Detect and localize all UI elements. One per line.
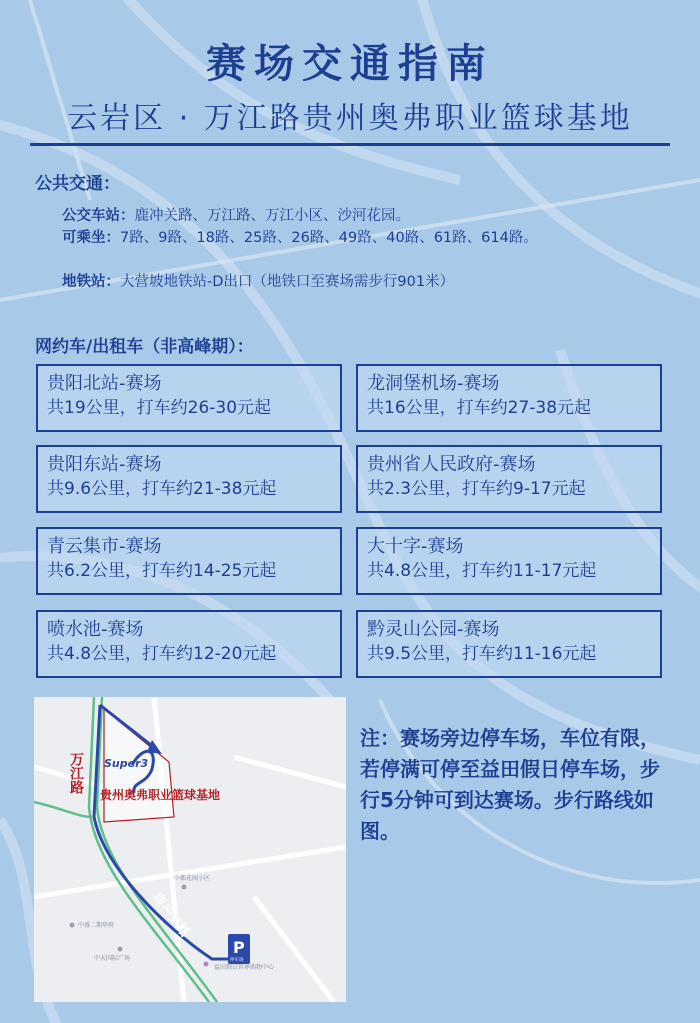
road-label-wanjiang [68, 752, 85, 795]
route-card-title: 贵阳东站-赛场 [47, 454, 162, 475]
bus-stops-label: 公交车站： [62, 208, 135, 224]
bus-routes-line [62, 226, 538, 247]
note-label: 注： [360, 726, 400, 750]
route-card [36, 610, 342, 678]
route-card [356, 364, 662, 432]
route-card-title: 贵阳北站-赛场 [47, 373, 162, 394]
metro-label: 地铁站： [62, 274, 120, 290]
route-card [36, 527, 342, 595]
note-text: 赛场旁边停车场，车位有限，若停满可停至益田假日停车场，步行5分钟可到达赛场。步行路线如图。 [360, 726, 660, 843]
parking-sub: 停车场 [230, 958, 244, 963]
route-card-detail: 共2.3公里，打车约9-17元起 [367, 479, 586, 499]
bus-stops-value: 鹿冲关路、万江路、万江小区、沙河花园。 [134, 208, 410, 224]
page-title: 赛场交通指南 [206, 41, 494, 87]
route-card [36, 445, 342, 513]
route-card [356, 527, 662, 595]
route-card-title: 黔灵山公园-赛场 [367, 619, 500, 640]
parking-letter: P [233, 938, 245, 957]
map-graphic [34, 697, 346, 1002]
route-card-detail: 共4.8公里，打车约12-20元起 [47, 644, 277, 664]
venue-map [34, 697, 346, 1002]
poi-label: 益田假日世界购物中心 [214, 964, 275, 971]
bus-routes-label: 可乘坐： [62, 230, 120, 246]
route-card [356, 610, 662, 678]
svg-text:万江路: 万江路 [68, 752, 84, 794]
route-card-detail: 共16公里，打车约27-38元起 [367, 398, 592, 418]
logo-text: Super3 [104, 757, 149, 770]
route-card-title: 喷水池-赛场 [47, 619, 144, 640]
parking-icon [228, 934, 250, 964]
route-card-detail: 共19公里，打车约26-30元起 [47, 398, 272, 418]
venue-label: 贵州奥弗职业篮球基地 [100, 788, 221, 802]
poi-label: 中都花园小区 [174, 875, 211, 882]
route-card-title: 大十字-赛场 [367, 536, 464, 557]
route-card [356, 445, 662, 513]
svg-text:鹿冲关路: 鹿冲关路 [148, 890, 193, 941]
route-card-title: 青云集市-赛场 [47, 536, 162, 557]
route-card-title: 龙洞堡机场-赛场 [367, 373, 500, 394]
poi-label: 中天国际广场 [94, 955, 131, 962]
route-card-title: 贵州省人民政府-赛场 [367, 454, 536, 475]
poi-label: 中盛二期华府 [78, 922, 115, 929]
metro-line [62, 270, 454, 291]
public-transport-heading: 公共交通： [35, 174, 120, 194]
taxi-heading: 网约车/出租车（非高峰期）： [35, 337, 254, 357]
route-card-detail: 共6.2公里，打车约14-25元起 [47, 561, 277, 581]
parking-note [360, 723, 670, 847]
route-card-detail: 共4.8公里，打车约11-17元起 [367, 561, 597, 581]
route-card [36, 364, 342, 432]
metro-value: 大营坡地铁站-D出口（地铁口至赛场需步行901米） [120, 274, 455, 290]
title-divider [30, 143, 670, 146]
route-card-detail: 共9.6公里，打车约21-38元起 [47, 479, 277, 499]
bus-stops-line [62, 204, 410, 225]
bus-routes-value: 7路、9路、18路、25路、26路、49路、40路、61路、614路。 [120, 230, 538, 246]
route-card-detail: 共9.5公里，打车约11-16元起 [367, 644, 597, 664]
page-subtitle: 云岩区 · 万江路贵州奥弗职业篮球基地 [67, 101, 633, 136]
